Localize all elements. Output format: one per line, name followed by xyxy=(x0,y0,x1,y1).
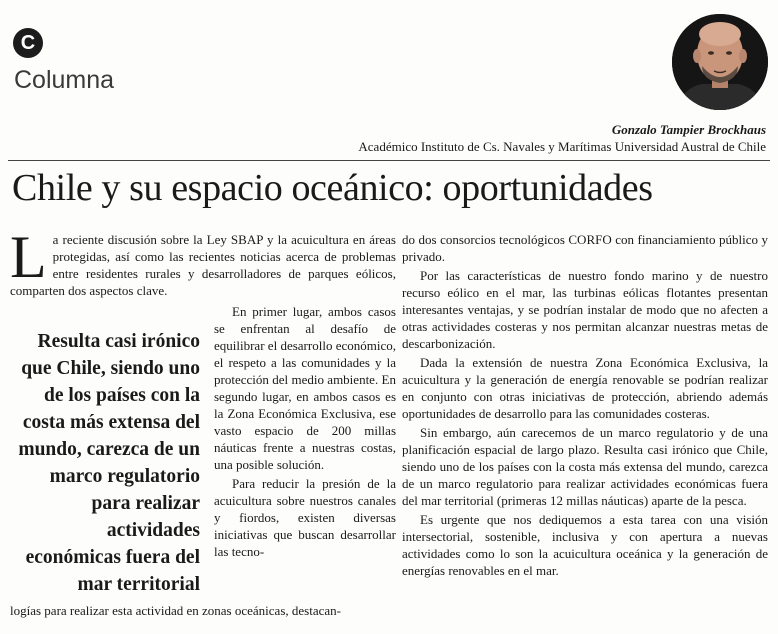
author-name: Gonzalo Tampier Brockhaus xyxy=(611,122,766,137)
body-paragraph: Para reducir la presión de la acuicultura sobre nuestros canales y fiordos, existen diversas iniciativas que buscan desarrollar las tecno- xyxy=(214,476,396,559)
section-label: Columna xyxy=(14,66,115,94)
intro-paragraph xyxy=(10,224,396,299)
body-paragraph: En primer lugar, ambos casos se enfrentan al desafío de equilibrar el desarrollo económico, el respeto a las comunidades y la protección del medio ambiente. En segundo lugar, en ambos casos es la Zona Económica Exclusiva, ese vasto espacio de 200 millas náuticas frente a nuestras costas, una posible solución. xyxy=(214,304,396,472)
body-continuation-line: logías para realizar esta actividad en zonas oceánicas, destacan- xyxy=(10,603,341,618)
column-badge-icon xyxy=(13,28,43,58)
body-column-right xyxy=(402,231,768,579)
badge-letter: C xyxy=(20,32,36,54)
body-paragraph: do dos consorcios tecnológicos CORFO con financiamiento público y privado. xyxy=(402,232,768,264)
header-divider xyxy=(8,160,770,161)
intro-text: a reciente discusión sobre la Ley SBAP y la acuicultura en áreas protegidas, así como las recientes noticias acerca de problemas entre residentes rurales y desarrolladores de parques eólicos, comparten dos aspectos clave. xyxy=(10,232,396,298)
author-photo xyxy=(672,14,768,110)
drop-cap: L xyxy=(10,224,47,290)
body-paragraph: Sin embargo, aún carecemos de un marco regulatorio y de una planificación espacial de largo plazo. Resulta casi irónico que Chile, siendo uno de los países con la costa más extensa del mundo, carezca de un marco regulatorio para realizar actividades económicas fuera del mar territorial (primeras 12 millas náuticas) aparte de la pesca. xyxy=(402,425,768,508)
author-portrait-icon xyxy=(672,14,768,110)
body-column-middle xyxy=(214,303,396,560)
body-paragraph: Por las características de nuestro fondo marino y de nuestro recurso eólico en el mar, las turbinas eólicas flotantes presentan interesantes ventajas, y se podrían instalar de modo que no afecten a otras actividades costeras y nos permitan alcanzar nuestras metas de descarbonización. xyxy=(402,268,768,351)
article-headline: Chile y su espacio oceánico: oportunidades xyxy=(12,167,653,209)
body-paragraph: Es urgente que nos dediquemos a esta tarea con una visión intersectorial, sostenible, inclusiva y con apertura a nuevas actividades como lo son la acuicultura oceánica y la generación de energías renovables en el mar. xyxy=(402,512,768,578)
pull-quote: Resulta casi irónico que Chile, siendo uno de los países con la costa más extensa del mundo, carezca de un marco regulatorio para realizar actividades económicas fuera del mar territorial xyxy=(18,331,200,595)
body-paragraph: Dada la extensión de nuestra Zona Económica Exclusiva, la acuicultura y la generación de energía renovable se podrían realizar en conjunto con otras iniciativas de protección, abriendo además oportunidades de desarrollo para las comunidades costeras. xyxy=(402,355,768,421)
author-affiliation: Académico Instituto de Cs. Navales y Marítimas Universidad Austral de Chile xyxy=(358,139,766,154)
